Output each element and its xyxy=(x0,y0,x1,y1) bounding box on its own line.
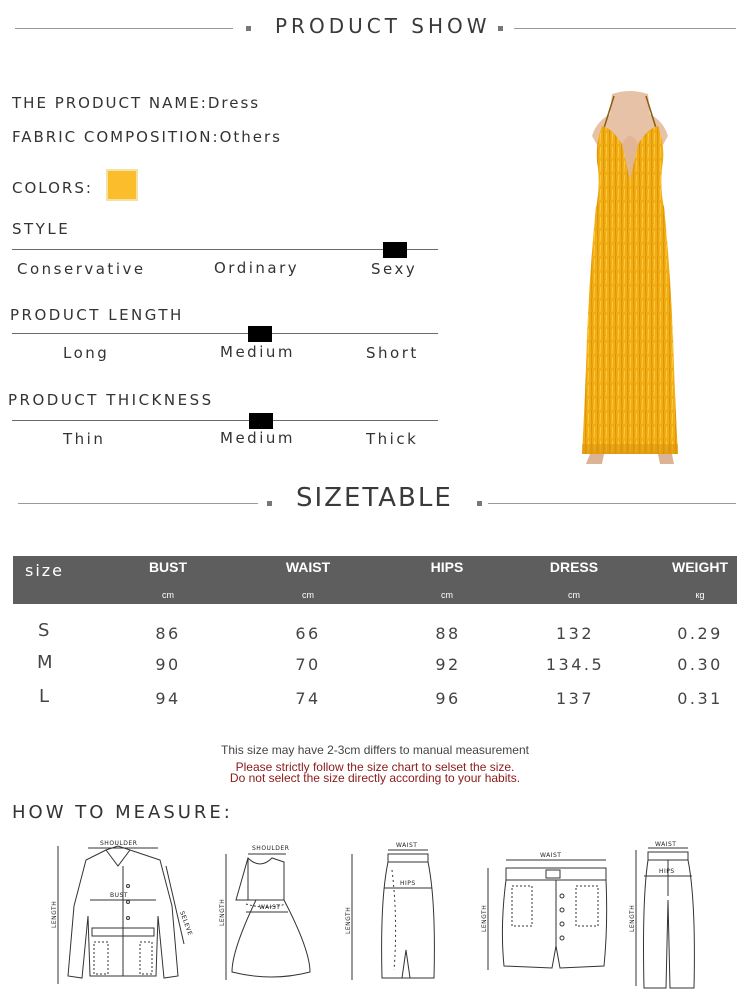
bust-unit: cm xyxy=(162,590,174,600)
header-divider-right xyxy=(514,28,736,29)
style-label-sexy: Sexy xyxy=(371,260,418,278)
thickness-label-thick: Thick xyxy=(366,430,419,448)
skirt-measure-diagram xyxy=(344,840,444,986)
header-divider-left xyxy=(15,28,233,29)
style-label-ordinary: Ordinary xyxy=(214,259,300,277)
coat-measure-diagram xyxy=(48,836,198,990)
measurement-note: This size may have 2-3cm differs to manual measurement xyxy=(221,743,529,757)
length-scale-line xyxy=(12,333,438,334)
waist-unit: cm xyxy=(302,590,314,600)
length-title: PRODUCT LENGTH xyxy=(10,306,184,324)
sizetable-title: SIZETABLE xyxy=(296,483,453,513)
hips-column-header: HIPS xyxy=(430,559,464,575)
product-name-value: Dress xyxy=(207,94,261,112)
product-photo[interactable] xyxy=(560,88,700,468)
cell-s-hips: 88 xyxy=(435,624,461,643)
fabric-row xyxy=(12,128,282,146)
product-show-title: PRODUCT SHOW xyxy=(275,14,491,38)
cell-l-dress: 137 xyxy=(555,689,595,708)
cell-l-bust: 94 xyxy=(155,689,181,708)
cell-m-hips: 92 xyxy=(435,655,461,674)
fabric-value: Others xyxy=(219,128,282,146)
style-scale-marker[interactable] xyxy=(383,242,407,258)
waist-column-header: WAIST xyxy=(285,559,331,575)
skirt-hips-label: HIPS xyxy=(400,880,416,887)
dress-waist-label: WAIST xyxy=(259,904,281,911)
cell-m-weight: 0.30 xyxy=(677,655,723,674)
length-label-long: Long xyxy=(63,344,110,362)
weight-unit: кg xyxy=(695,590,705,600)
dress-unit: cm xyxy=(568,590,580,600)
length-label-medium: Medium xyxy=(220,343,295,361)
size-row-m: M xyxy=(37,652,53,673)
habit-warning: Do not select the size directly according to your habits. xyxy=(229,771,521,785)
product-name-row xyxy=(12,94,260,112)
how-to-measure-title: HOW TO MEASURE: xyxy=(12,802,233,823)
style-scale-line xyxy=(12,249,438,250)
product-name-label: THE PRODUCT NAME: xyxy=(12,94,208,112)
fabric-label: FABRIC COMPOSITION: xyxy=(12,128,220,146)
cell-s-dress: 132 xyxy=(555,624,595,643)
size-table-header xyxy=(13,556,737,604)
size-row-s: S xyxy=(38,620,50,641)
skirt-waist-label: WAIST xyxy=(396,842,418,849)
thickness-title: PRODUCT THICKNESS xyxy=(8,391,214,409)
pants-hips-label: HIPS xyxy=(659,868,675,875)
colors-label: COLORS: xyxy=(12,179,93,197)
coat-length-label: LENGTH xyxy=(51,900,58,928)
thickness-label-thin: Thin xyxy=(63,430,106,448)
style-label-conservative: Conservative xyxy=(17,260,146,278)
sizetable-divider-dot-left xyxy=(267,501,272,506)
weight-column-header: WEIGHT xyxy=(672,559,728,575)
cell-s-weight: 0.29 xyxy=(677,624,723,643)
pants-measure-diagram xyxy=(624,840,704,990)
skirt-length-label: LENGTH xyxy=(345,906,352,934)
cell-l-waist: 74 xyxy=(295,689,321,708)
sizetable-divider-right xyxy=(488,503,736,504)
cell-m-bust: 90 xyxy=(155,655,181,674)
dress-column-header: DRESS xyxy=(549,559,599,575)
header-divider-dot-left xyxy=(246,26,251,31)
cell-l-weight: 0.31 xyxy=(677,689,723,708)
shorts-length-label: LENGTH xyxy=(481,904,488,932)
size-chart-warning: Please strictly follow the size chart to selset the size. xyxy=(235,760,515,774)
sizetable-divider-left xyxy=(18,503,258,504)
bust-column-header: BUST xyxy=(148,559,188,575)
shorts-waist-label: WAIST xyxy=(540,852,562,859)
cell-s-waist: 66 xyxy=(295,624,321,643)
dress-measure-diagram xyxy=(216,840,326,986)
sizetable-divider-dot-right xyxy=(477,501,482,506)
size-row-l: L xyxy=(39,686,50,707)
cell-l-hips: 96 xyxy=(435,689,461,708)
cell-m-waist: 70 xyxy=(295,655,321,674)
dress-shoulder-label: SHOULDER xyxy=(252,845,290,852)
thickness-label-medium: Medium xyxy=(220,429,295,447)
header-divider-dot-right xyxy=(498,26,503,31)
pants-length-label: LENGTH xyxy=(629,904,636,932)
coat-bust-label: BUST xyxy=(110,892,128,899)
thickness-scale-line xyxy=(12,420,438,421)
length-scale-marker[interactable] xyxy=(248,326,272,342)
color-swatch[interactable] xyxy=(106,169,138,201)
cell-s-bust: 86 xyxy=(155,624,181,643)
size-column-header: size xyxy=(25,561,65,580)
shorts-measure-diagram xyxy=(476,846,614,976)
pants-waist-label: WAIST xyxy=(655,841,677,848)
cell-m-dress: 134.5 xyxy=(545,655,605,674)
style-title: STYLE xyxy=(12,220,71,238)
coat-sleeve-label: SELEVE xyxy=(178,910,194,937)
dress-model-image xyxy=(560,88,700,468)
coat-shoulder-label: SHOULDER xyxy=(100,840,138,847)
length-label-short: Short xyxy=(366,344,419,362)
thickness-scale-marker[interactable] xyxy=(249,413,273,429)
hips-unit: cm xyxy=(441,590,453,600)
dress-length-label: LENGTH xyxy=(219,898,226,926)
